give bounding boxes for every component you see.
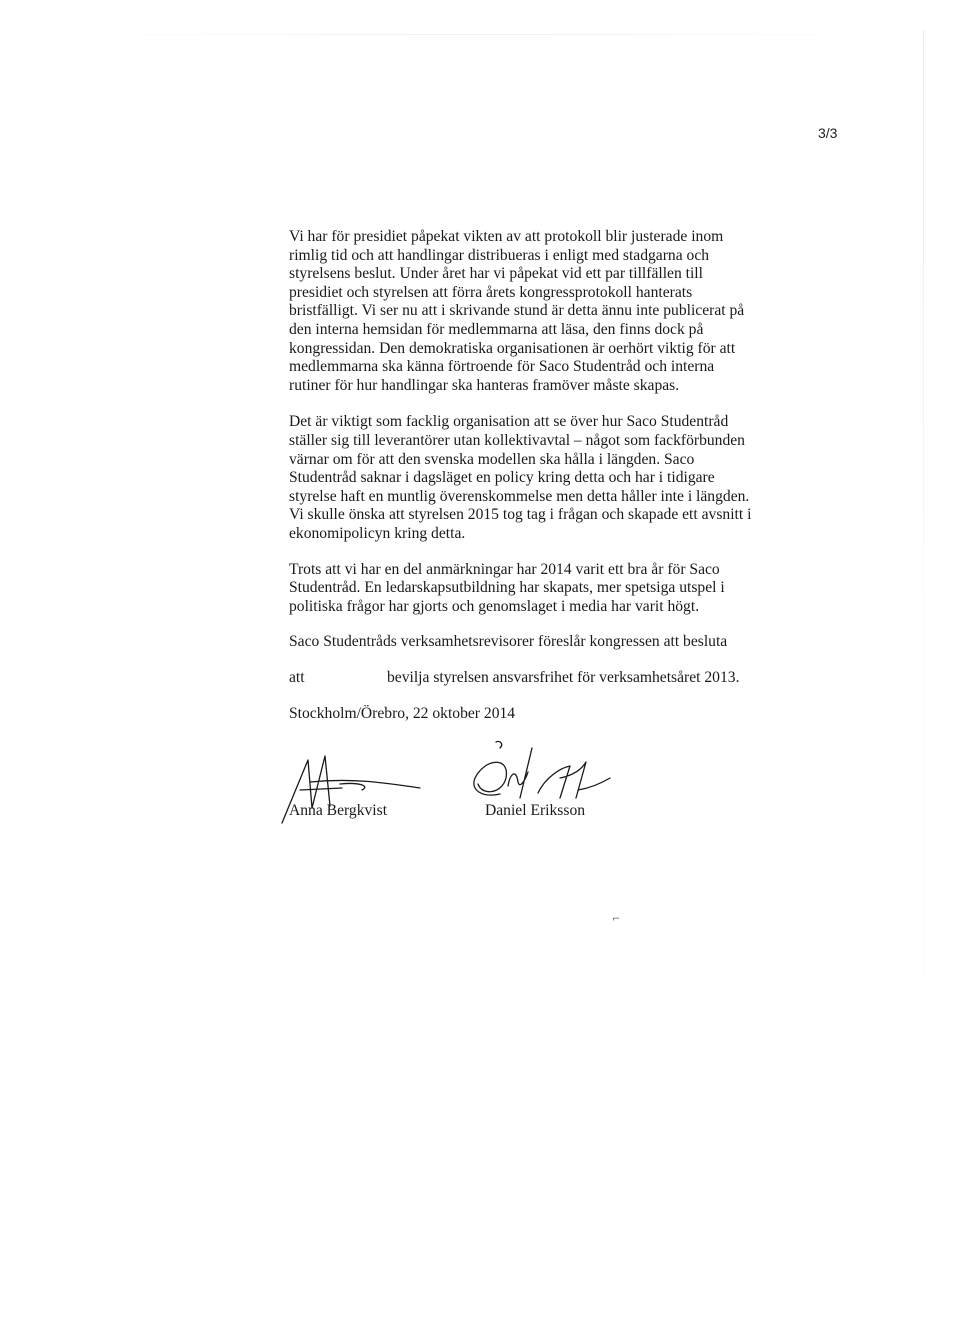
paragraph-proposal: [289, 633, 849, 652]
page-number: 3/3: [818, 125, 838, 141]
text-line: rimlig tid och att handlingar distribueras i enligt med stadgarna och: [289, 246, 710, 264]
place-and-date: Stockholm/Örebro, 22 oktober 2014: [289, 705, 516, 723]
text-line: Vi skulle önska att styrelsen 2015 tog tag i frågan och skapade ett avsnitt i: [289, 506, 752, 524]
text-line: Saco Studentråds verksamhetsrevisorer föreslår kongressen att besluta: [289, 633, 728, 651]
signatory-name: Daniel Eriksson: [485, 802, 586, 819]
text-line: ställer sig till leverantörer utan kollektivavtal – något som fackförbunden: [289, 431, 745, 449]
text-line: värnar om för att den svenska modellen ska hålla i längden. Saco: [289, 450, 695, 468]
text-line: medlemmarna ska känna förtroende för Saco Studentråd och interna: [289, 358, 715, 376]
text-line: presidiet och styrelsen att förra årets kongressprotokoll hanterats: [289, 283, 693, 301]
text-line: den interna hemsidan för medlemmarna att läsa, den finns dock på: [289, 320, 704, 338]
text-line: Studentråd. En ledarskapsutbildning har skapats, mer spetsiga utspel i: [289, 579, 725, 597]
text-line: Vi har för presidiet påpekat vikten av att protokoll blir justerade inom: [289, 228, 724, 245]
paragraph-summary: [289, 561, 849, 617]
page-edge-right: [923, 30, 924, 1289]
text-line: politiska frågor har gjorts och genomslaget i media har varit högt.: [289, 597, 700, 615]
text-line: ekonomipolicyn kring detta.: [289, 524, 466, 542]
paragraph-presidium: [289, 228, 849, 395]
text-line: Studentråd saknar i dagsläget en policy kring detta och har i tidigare: [289, 469, 715, 487]
text-line: Trots att vi har en del anmärkningar har 2014 varit ett bra år för Saco: [289, 560, 720, 578]
resolution-clause: [289, 669, 849, 688]
scan-speck: ⌐: [612, 914, 621, 925]
text-line: kongressidan. Den demokratiska organisationen är oerhört viktig för att: [289, 339, 736, 357]
resolution-keyword: att: [289, 668, 305, 686]
handwritten-signatures: [270, 738, 690, 838]
text-line: rutiner för hur handlingar ska hanteras framöver måste skapas.: [289, 376, 680, 394]
signatory-name: Anna Bergkvist: [289, 802, 388, 819]
signature-daniel-eriksson: [474, 741, 610, 798]
text-line: bristfälligt. Vi ser nu att i skrivande stund är detta ännu inte publicerat på: [289, 302, 745, 320]
resolution-text: bevilja styrelsen ansvarsfrihet för verksamhetsåret 2013.: [387, 668, 740, 686]
paragraph-collective-agreements: [289, 413, 849, 543]
signature-block: [270, 738, 690, 838]
page-edge-top: [40, 34, 920, 35]
text-line: styrelse haft en muntlig överenskommelse men detta håller inte i längden.: [289, 487, 750, 505]
text-line: Det är viktigt som facklig organisation att se över hur Saco Studentråd: [289, 413, 729, 431]
text-line: styrelsens beslut. Under året har vi påpekat vid ett par tillfällen till: [289, 265, 703, 283]
document-body: [289, 228, 849, 724]
